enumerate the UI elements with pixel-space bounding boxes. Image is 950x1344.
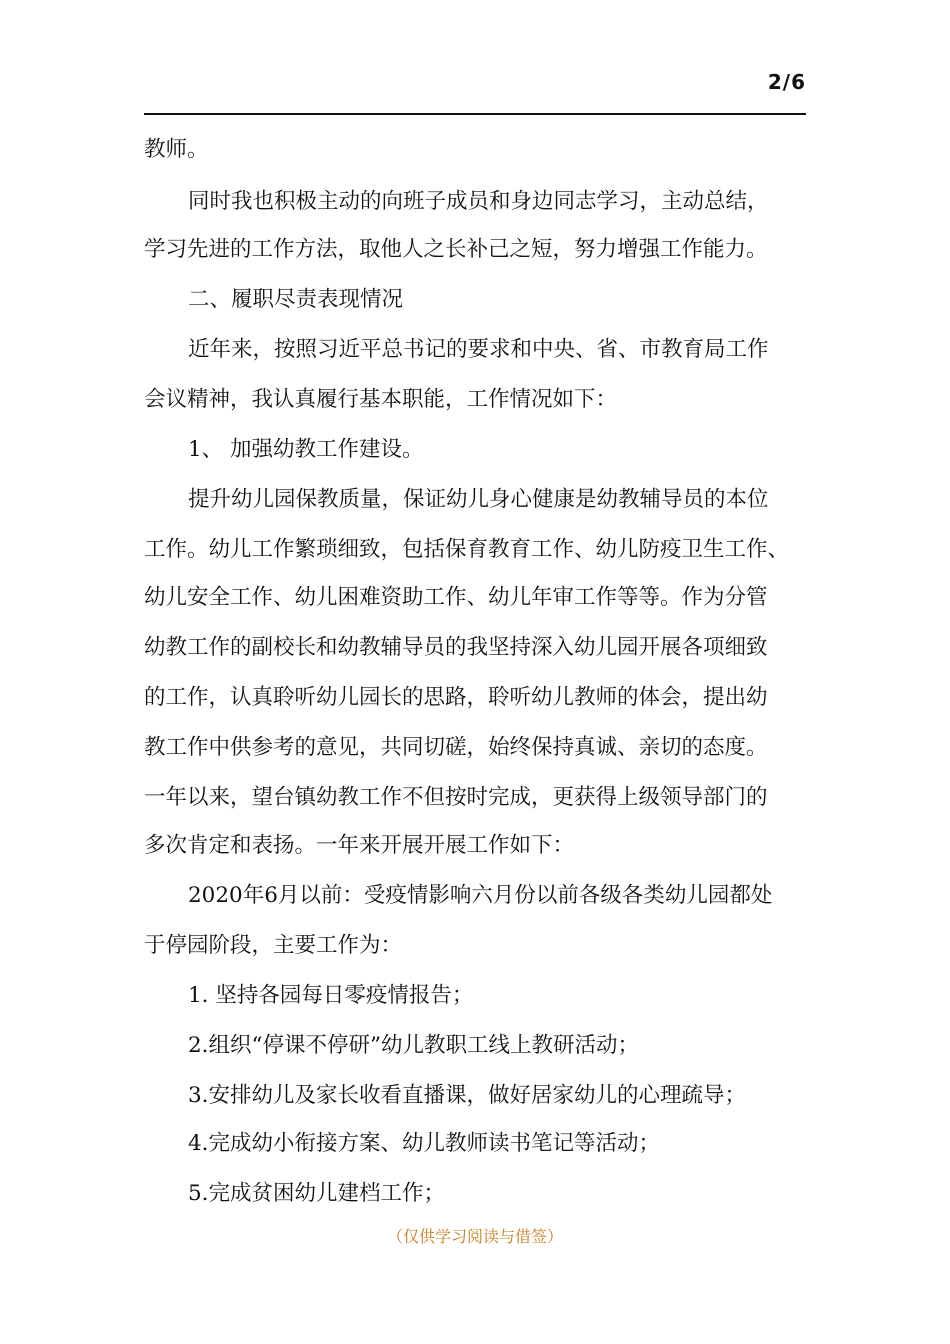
section-heading: 二、履职尽责表现情况: [188, 287, 404, 312]
body-line: 学习先进的工作方法，取他人之长补己之短，努力增强工作能力。: [144, 237, 768, 262]
body-line: 多次肯定和表扬。一年来开展开展工作如下：: [144, 833, 575, 858]
body-line: 近年来，按照习近平总书记的要求和中央、省、市教育局工作: [188, 337, 769, 362]
subsection-heading: 1、 加强幼教工作建设。: [188, 437, 424, 462]
list-item: 3.安排幼儿及家长收看直播课，做好居家幼儿的心理疏导；: [188, 1083, 747, 1108]
body-line: 教工作中供参考的意见，共同切磋，始终保持真诚、亲切的态度。: [144, 735, 768, 760]
body-line: 的工作，认真聆听幼儿园长的思路，聆听幼儿教师的体会，提出幼: [144, 685, 768, 710]
body-line: 一年以来，望台镇幼教工作不但按时完成，更获得上级领导部门的: [144, 785, 768, 810]
page-number: 2/6: [767, 70, 806, 94]
body-line: 幼儿安全工作、幼儿困难资助工作、幼儿年审工作等等。作为分管: [144, 585, 768, 610]
list-item: 2.组织“停课不停研”幼儿教职工线上教研活动；: [188, 1033, 639, 1058]
list-item: 4.完成幼小衔接方案、幼儿教师读书笔记等活动；: [188, 1131, 661, 1156]
body-line: 会议精神，我认真履行基本职能，工作情况如下：: [144, 387, 618, 412]
list-item: 5.完成贫困幼儿建档工作；: [188, 1181, 446, 1206]
body-line: 于停园阶段，主要工作为：: [144, 933, 403, 958]
body-line: 提升幼儿园保教质量，保证幼儿身心健康是幼教辅导员的本位: [188, 487, 769, 512]
body-line: 教师。: [144, 137, 209, 162]
body-line: 工作。幼儿工作繁琐细致，包括保育教育工作、幼儿防疫卫生工作、: [144, 537, 790, 562]
body-line: 2020年6月以前：受疫情影响六月份以前各级各类幼儿园都处: [188, 883, 773, 908]
footer-note: （仅供学习阅读与借签）: [386, 1227, 563, 1246]
list-item: 1. 坚持各园每日零疫情报告；: [188, 983, 474, 1008]
body-line: 同时我也积极主动的向班子成员和身边同志学习，主动总结，: [188, 189, 769, 214]
body-line: 幼教工作的副校长和幼教辅导员的我坚持深入幼儿园开展各项细致: [144, 635, 768, 660]
